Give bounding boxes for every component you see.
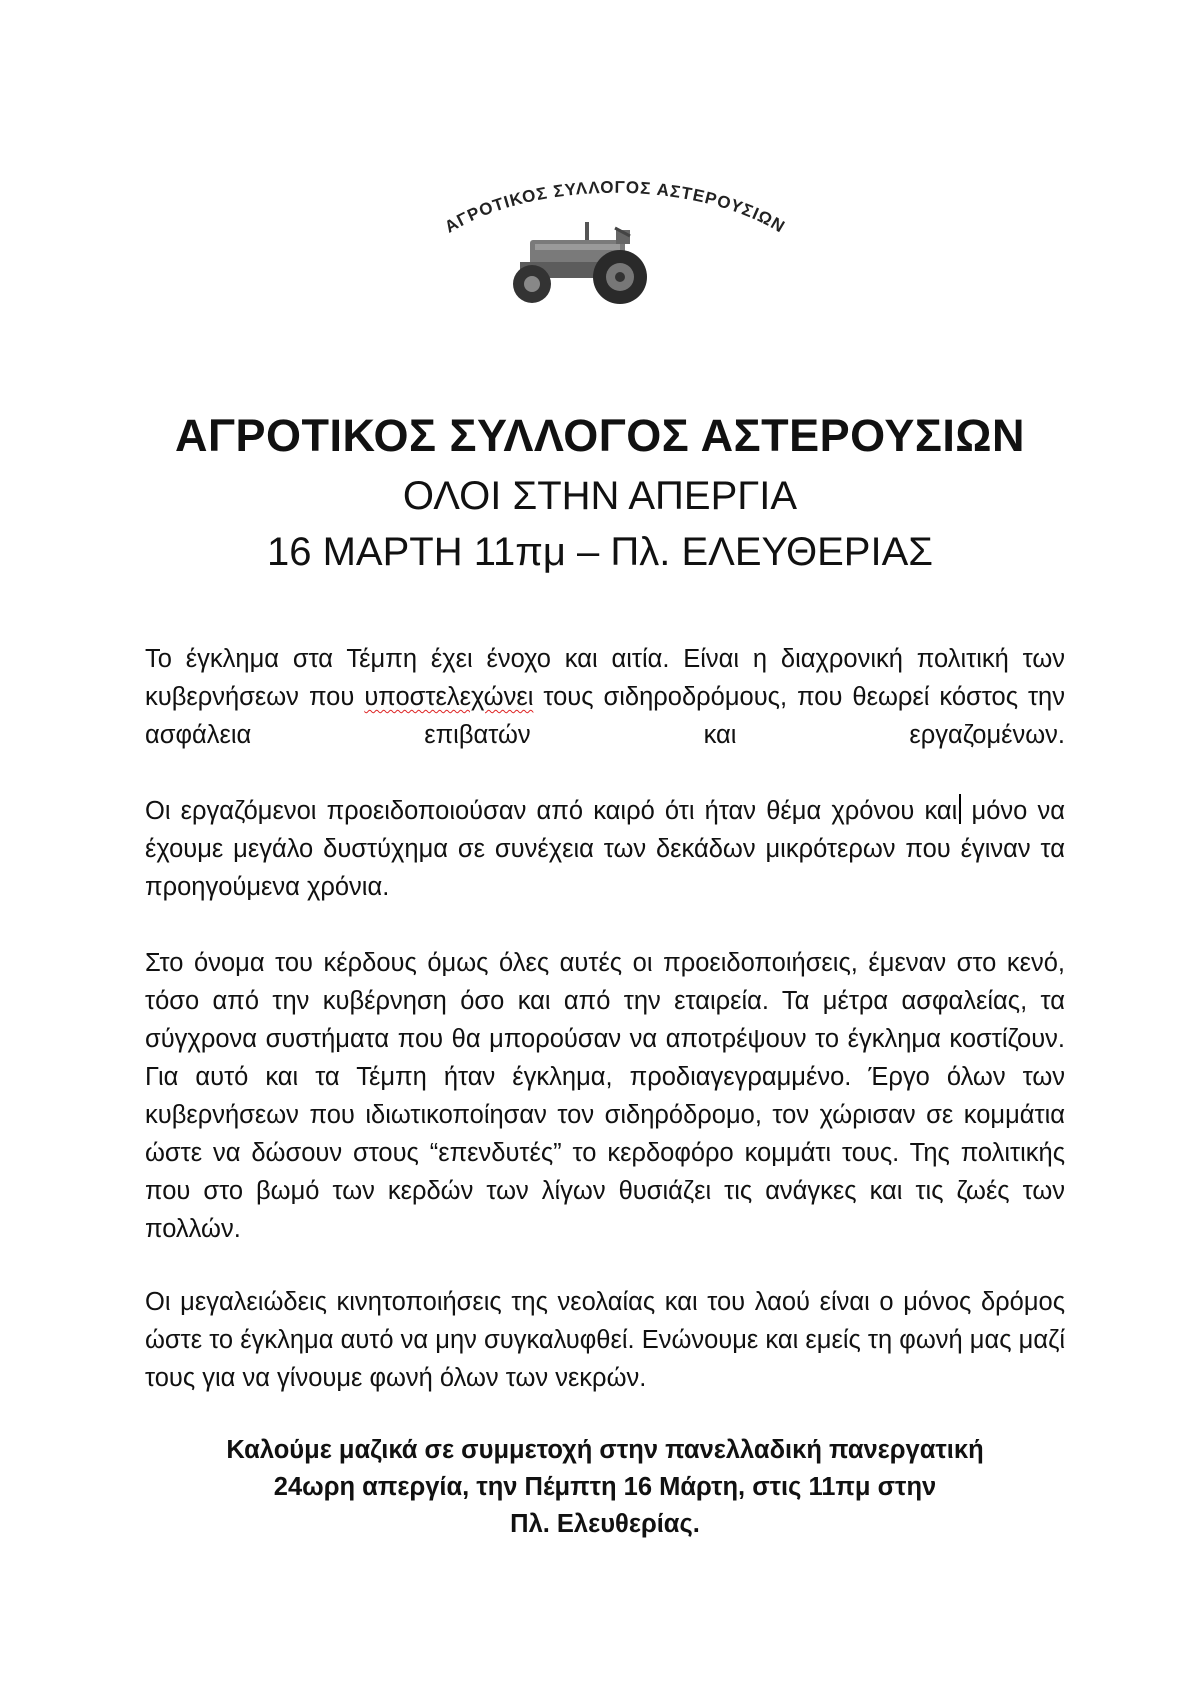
paragraph-2[interactable] xyxy=(145,792,1065,906)
paragraph-1 xyxy=(145,640,1065,754)
call-line-2: 24ωρη απεργία, την Πέμπτη 16 Μάρτη, στις 11πμ στην xyxy=(273,1473,937,1501)
paragraph-2-text: Οι εργαζόμενοι προειδοποιούσαν από καιρό ότι ήταν θέμα χρόνου και μόνο να έχουμε μεγάλο δυστύχημα σε συνέχεια των δεκάδων μικρότερων που έγιναν τα προηγούμενα χρόνια. xyxy=(145,797,1065,901)
spellcheck-flagged-word[interactable]: υποστελεχώνει xyxy=(364,683,534,711)
call-line-3: Πλ. Ελευθερίας. xyxy=(510,1510,700,1538)
page-title: ΑΓΡΟΤΙΚΟΣ ΣΥΛΛΟΓΟΣ ΑΣΤΕΡΟΥΣΙΩΝ xyxy=(174,410,1025,461)
paragraph-1-start: Το έγκλημα στα Τέμπη έχει ένοχο και αιτία. Είναι η διαχρονική πολιτική των κυβερνήσεων που xyxy=(145,645,1065,711)
association-logo xyxy=(390,180,840,325)
paragraph-4 xyxy=(145,1283,1065,1397)
logo-arc-text: ΑΓΡΟΤΙΚΟΣ ΣΥΛΛΟΓΟΣ ΑΣΤΕΡΟΥΣΙΩΝ xyxy=(441,180,789,237)
paragraph-1-end: τους σιδηροδρόμους, που θεωρεί κόστος την ασφάλεια επιβατών και εργαζομένων. xyxy=(145,683,1065,749)
paragraph-3 xyxy=(145,944,1065,1248)
paragraph-3-text: Στο όνομα του κέρδους όμως όλες αυτές οι προειδοποιήσεις, έμεναν στο κενό, τόσο από την κυβέρνηση όσο και από την εταιρεία. Τα μέτρα ασφαλείας, τα σύγχρονα συστήματα που θα μπορούσαν να αποτρέψουν το έγκλημα κοστίζουν. Για αυτό και τα Τέμπη ήταν έγκλημα, προδιαγεγραμμένο. Έργο όλων των κυβερνήσεων που ιδιωτικοποίησαν τον σιδηρόδρομο, τον χώρισαν σε κομμάτια ώστε να δώσουν στους “επενδυτές” το κερδοφόρο κομμάτι τους. Της πολιτικής που στο βωμό των κερδών των λίγων θυσιάζει τις ανάγκες και τις ζωές των πολλών. xyxy=(145,949,1065,1243)
call-to-action xyxy=(160,1432,1050,1543)
call-line-1: Καλούμε μαζικά σε συμμετοχή στην πανελλαδική πανεργατική xyxy=(226,1436,984,1464)
tractor-icon xyxy=(513,222,647,304)
date-place-line: 16 ΜΑΡΤΗ 11πμ – Πλ. ΕΛΕΥΘΕΡΙΑΣ xyxy=(267,530,933,574)
paragraph-4-text: Οι μεγαλειώδεις κινητοποιήσεις της νεολαίας και του λαού είναι ο μόνος δρόμος ώστε το έγκλημα αυτό να μην συγκαλυφθεί. Ενώνουμε και εμείς τη φωνή μας μαζί τους για να γίνουμε φωνή όλων των νεκρών. xyxy=(145,1288,1065,1392)
text-cursor xyxy=(959,794,961,824)
strike-subtitle: ΟΛΟΙ ΣΤΗΝ ΑΠΕΡΓΙΑ xyxy=(402,474,798,518)
logo-graphic xyxy=(390,180,840,325)
